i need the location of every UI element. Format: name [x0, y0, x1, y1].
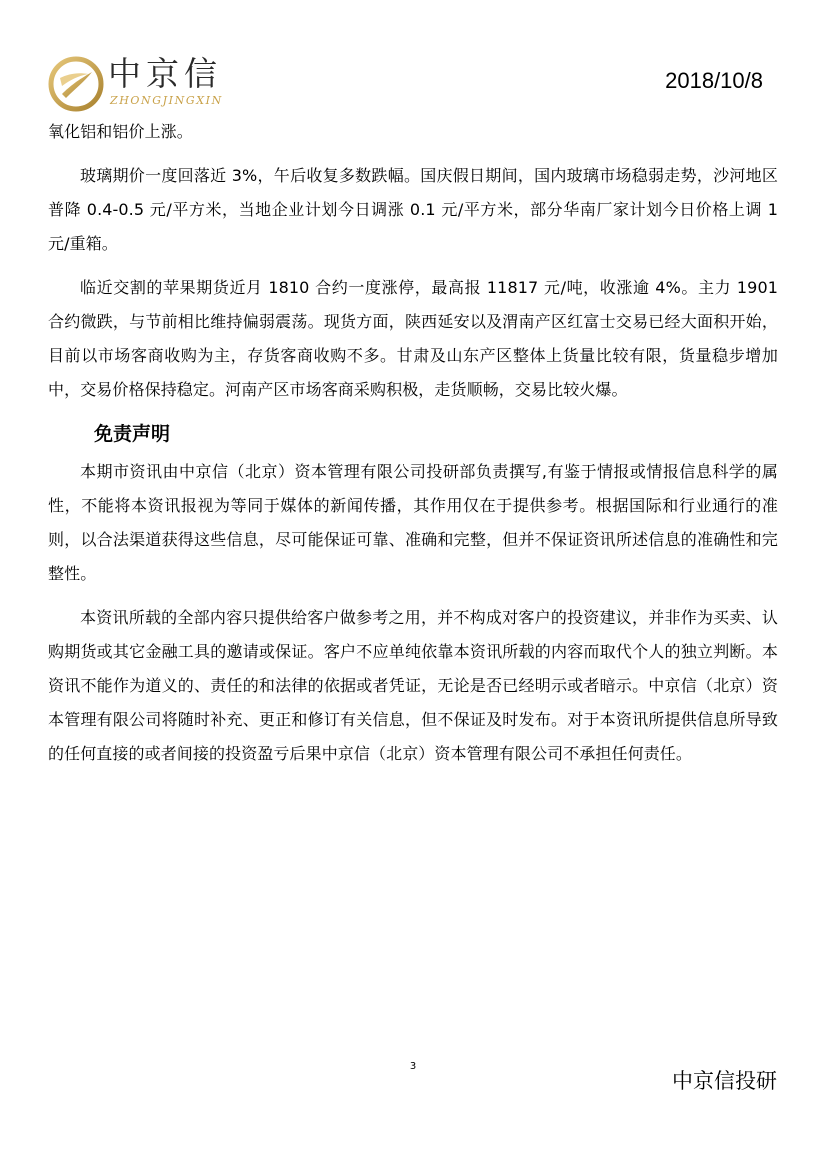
paragraph-glass: 玻璃期价一度回落近 3%，午后收复多数跌幅。国庆假日期间，国内玻璃市场稳弱走势，沙河地区普降 0.4-0.5 元/平方米，当地企业计划今日调涨 0.1 元/平方米，部分华南厂家计划今日价格上调 1 元/重箱。 — [48, 166, 778, 253]
page-number: 3 — [409, 1061, 417, 1072]
logo-chinese-name: 中京信 — [108, 54, 222, 93]
disclaimer-title: 免责声明 — [94, 423, 171, 445]
paragraph-disclaimer-1: 本期市资讯由中京信（北京）资本管理有限公司投研部负责撰写,有鉴于情报或情报信息科学的属性，不能将本资讯报视为等同于媒体的新闻传播，其作用仅在于提供参考。根据国际和行业通行的准则，以合法渠道获得这些信息，尽可能保证可靠、准确和完整，但并不保证资讯所述信息的准确性和完整性。 — [48, 462, 778, 583]
company-logo — [48, 54, 238, 116]
logo-emblem-icon — [48, 56, 104, 112]
report-body — [48, 115, 778, 781]
footer-brand: 中京信投研 — [672, 1069, 777, 1093]
paragraph-disclaimer-2: 本资讯所载的全部内容只提供给客户做参考之用，并不构成对客户的投资建议，并非作为买卖、认购期货或其它金融工具的邀请或保证。客户不应单纯依靠本资讯所载的内容而取代个人的独立判断。本资讯不能作为道义的、责任的和法律的依据或者凭证，无论是否已经明示或者暗示。中京信（北京）资本管理有限公司将随时补充、更正和修订有关信息，但不保证及时发布。对于本资讯所提供信息所导致的任何直接的或者间接的投资盈亏后果中京信（北京）资本管理有限公司不承担任何责任。 — [48, 608, 778, 763]
paragraph-apple: 临近交割的苹果期货近月 1810 合约一度涨停，最高报 11817 元/吨，收涨逾 4%。主力 1901 合约微跌，与节前相比维持偏弱震荡。现货方面，陕西延安以及渭南产区红富士交易已经大面积开始，目前以市场客商收购为主，存货客商收购不多。甘肃及山东产区整体上货量比较有限，货量稳步增加中，交易价格保持稳定。河南产区市场客商采购积极，走货顺畅，交易比较火爆。 — [48, 278, 778, 399]
report-date: 2018/10/8 — [665, 68, 763, 93]
paragraph-alumina: 氧化铝和铝价上涨。 — [48, 122, 193, 141]
logo-english-name: ZHONGJINGXIN — [110, 94, 223, 107]
